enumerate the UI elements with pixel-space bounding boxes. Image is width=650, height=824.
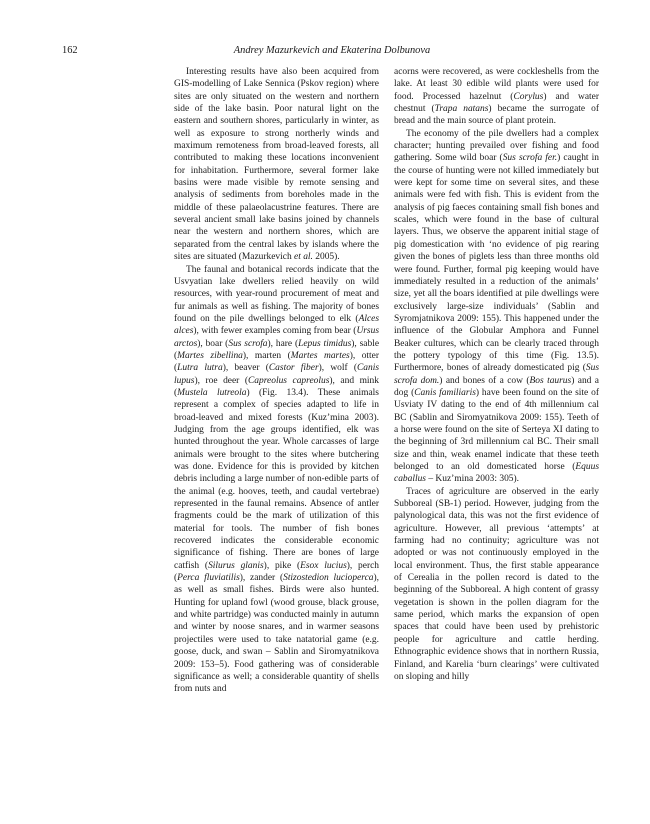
italic-term: Lepus timidus (298, 338, 352, 349)
italic-term: Castor fiber (268, 363, 319, 374)
italic-term: Capreolus capreolus (248, 375, 330, 386)
italic-term: Canis familiaris (414, 387, 476, 398)
italic-term: Sus scrofa dom. (394, 363, 599, 386)
paragraph: acorns were recovered, as were cockleshells from the lake. At least 30 edible wild plants were used for food. Processed hazelnut (Corylus) and water chestnut (Trapa natans) became the surrogate of bread and the main source of plant protein. (394, 67, 600, 127)
paragraph: The faunal and botanical records indicate that the Usvyatian lake dwellers relied heavily on wild resources, with year-round procurement of meat and fur animals as well as fishing. The majority of bones found on the pile dwellings belonged to elk (Alces alces), with fewer examples coming from bear (Ursus arctos), boar (Sus scrofa), hare (Lepus timidus), sable (Martes zibellina), marten (Martes martes), otter (Lutra lutra), beaver (Castor fiber), wolf (Canis lupus), roe deer (Capreolus capreolus), and mink (Mustela lutreola) (Fig. 13.4). These animals represent a complex of species adapted to life in broad-leaved and mixed forests (Kuz’mina 2003). Judging from the age groups identified, elk was hunted throughout the year. Whole carcasses of large animals were brought to the sites where butchering was done. Evidence for this is provided by kitchen debris including a large number of non-edible parts of the animal (e.g. hooves, teeth, and caudal vertebrae) represented in the faunal remains. Absence of antler fragments could be the mark of utilization of this material for tools. The number of fish bones recovered indicates the considerable economic significance of fishing. There are bones of large catfish (Silurus glanis), pike (Esox lucius), perch (Perca fluviatilis), zander (Stizostedion lucioperca), as well as small fishes. Birds were also hunted. Hunting for upland fowl (wood grouse, black grouse, and white partridge) was conducted mainly in autumn and winter by noose snares, and in warmer seasons projectiles were used to take natatorial game (e.g. goose, duck, and swan – Sablin and Siromyatnikova 2009: 153–5). Food gathering was of considerable significance as well; a considerable quantity of shells from nuts and (174, 264, 380, 695)
italic-term: Mustela lutreola (177, 387, 247, 398)
italic-term: Alces alces (174, 313, 379, 337)
italic-term: Equus caballus (394, 462, 599, 485)
running-header (62, 44, 602, 58)
right-column (394, 66, 599, 683)
italic-term: Trapa natans (434, 104, 489, 115)
italic-term: Stizostedion lucioperca (283, 573, 374, 584)
running-title: Andrey Mazurkevich and Ekaterina Dolbunova (233, 45, 431, 56)
italic-term: Bos taurus (529, 375, 572, 386)
italic-term: Canis lupus (174, 363, 379, 386)
paragraph: The economy of the pile dwellers had a complex character; hunting prevailed over fishing and food gathering. Some wild boar (Sus scrofa fer.) caught in the course of hunting were not killed immediately but were kept for some time on several sites, and these animals were fed with fish. This is evident from the analysis of pig faeces containing small fish bones and scales, which were found in the base of cultural layers. Thus, we observe the apparent initial stage of pig domestication with ‘no evidence of pig rearing given the bones of piglets less than three months old were found. Further, formal pig keeping would have immediately resulted in a reduction of the animals’ size, yet all the boars identified at pile dwellings were exclusively large-size individuals’ (Sablin and Syromjatnikova 2009: 155). This happened under the influence of the Globular Amphora and Funnel Beaker cultures, which can be clearly traced through the pottery typology of this time (Fig. 13.5). Furthermore, bones of already domesticated pig (Sus scrofa dom.) and bones of a cow (Bos taurus) and a dog (Canis familiaris) have been found on the site of Usviaty IV dating to the end of 4th millennium cal BC (Sablin and Siromyatnikova 2009: 155). Teeth of a horse were found on the site of Serteya XI dating to the beginning of 3rd millennium cal BC. Their small size and thin, weak enamel indicate that these teeth belonged to an old domesticated horse (Equus caballus – Kuz’mina 2003: 305). (394, 128, 600, 485)
italic-term: Sus scrofa (228, 338, 268, 349)
italic-term: Martes martes (290, 350, 350, 361)
page-number: 162 (62, 45, 78, 56)
italic-term: et al. (294, 252, 313, 263)
paragraph: Interesting results have also been acquired from GIS-modelling of Lake Sennica (Pskov region) where sites are only situated on the western and northern side of the lake basin. Poor natural light on the eastern and southern shores, particularly in winter, as well as exposure to strong northerly winds and maximum remoteness from broad-leaved forests, all contributed to making these locations inconvenient for inhabitation. Furthermore, several former lake basins were made visible by remote sensing and analysis of sediments from boreholes made in the middle of these palaeolacustrine features. There are several ancient small lake basins joined by channels near the western and northern shores, which are separated from the central lakes by islands where the sites are situated (Mazurkevich et al. 2005). (174, 67, 379, 263)
italic-term: Lutra lutra (177, 363, 223, 374)
italic-term: Perca fluviatilis (177, 573, 240, 584)
italic-term: Esox lucius (300, 560, 347, 571)
italic-term: Silurus glanis (208, 560, 264, 571)
italic-term: Ursus arctos (174, 326, 379, 349)
left-column (174, 66, 379, 696)
italic-term: Sus scrofa fer. (502, 153, 558, 164)
italic-term: Corylus (513, 91, 544, 102)
italic-term: Martes zibellina (177, 350, 243, 361)
paragraph: Traces of agriculture are observed in the early Subboreal (SB-1) period. However, judging from the palynological data, this was not the first evidence of agriculture. However, all previous ‘attempts’ at farming had no continuity; agriculture was not adopted or was not continuously employed in the local environment. Thus, the first stable appearance of Cerealia in the pollen record is dated to the beginning of the Subboreal. A high content of grassy vegetation is shown in the pollen diagram for the same period, which marks the expansion of open spaces that could have been used by prehistoric people for agriculture and cattle herding. Ethnographic evidence shows that in northern Russia, Finland, and Karelia ‘burn clearings’ were cultivated on sloping and hilly (394, 486, 599, 682)
